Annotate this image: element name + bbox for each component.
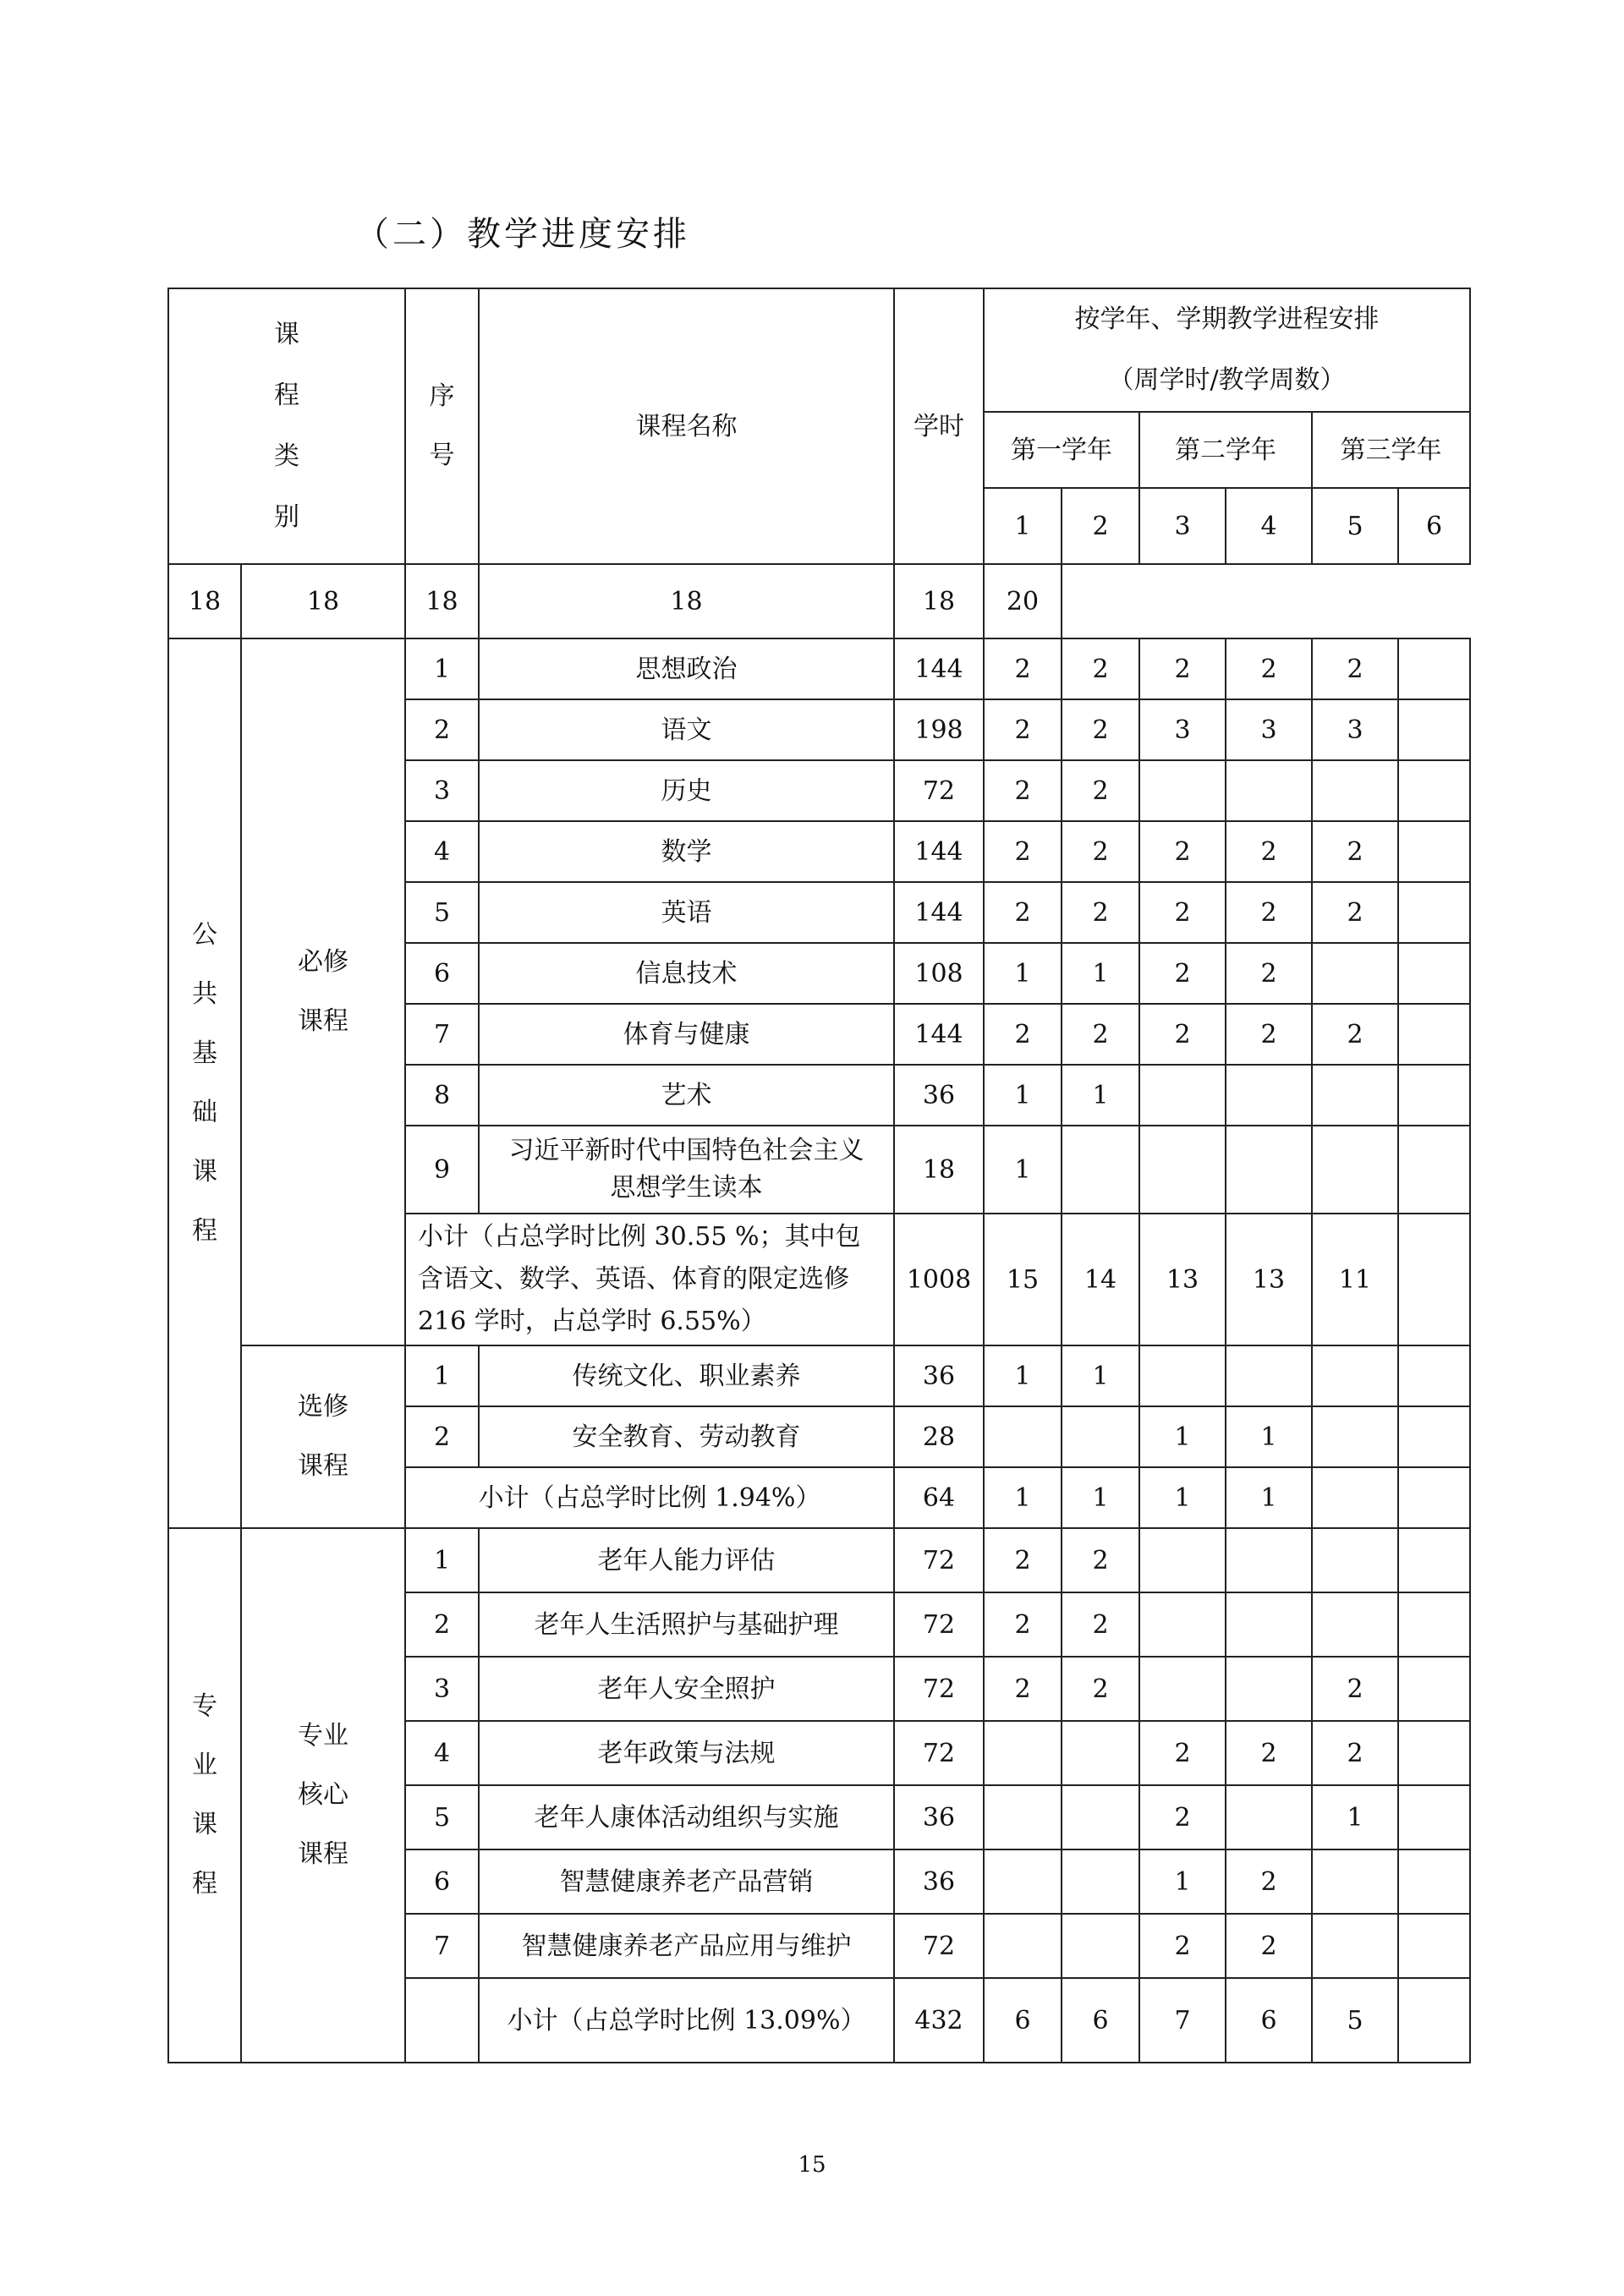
course-name-cell: 信息技术 [479,943,894,1004]
hours-cell: 72 [894,1592,984,1657]
semester-hours-cell: 1 [984,1126,1062,1214]
hours-cell: 72 [894,1914,984,1978]
semester-hours-cell: 2 [984,1004,1062,1065]
hours-header: 学时 [894,288,984,564]
semester-hours-cell: 1 [1062,1345,1139,1406]
weeks-header: 20 [984,564,1062,638]
hours-cell: 18 [894,1126,984,1214]
semester-hours-cell [984,1914,1062,1978]
subtotal-semester-cell [1398,1214,1470,1345]
subtotal-semester-cell: 11 [1312,1214,1398,1345]
course-name-cell: 语文 [479,699,894,760]
semester-hours-cell: 2 [1312,1004,1398,1065]
course-name-cell: 智慧健康养老产品应用与维护 [479,1914,894,1978]
semester-hours-cell: 2 [1312,638,1398,699]
semester-hours-cell: 2 [984,1592,1062,1657]
semester-hours-cell [984,1785,1062,1849]
semester-hours-cell: 2 [1139,638,1226,699]
semester-hours-cell [984,1849,1062,1914]
hours-cell: 108 [894,943,984,1004]
subtotal-semester-cell: 5 [1312,1978,1398,2063]
subtotal-semester-cell [1312,1467,1398,1528]
semester-hours-cell [1062,1406,1139,1467]
schedule-header-line1: 按学年、学期教学进程安排 [1074,304,1380,334]
seq-cell: 6 [405,1849,479,1914]
seq-header-text: 序 号 [429,381,455,470]
seq-cell: 3 [405,1657,479,1721]
course-name-cell: 老年人康体活动组织与实施 [479,1785,894,1849]
seq-cell: 6 [405,943,479,1004]
semester-hours-cell: 2 [1312,1721,1398,1785]
semester-hours-cell [1139,1126,1226,1214]
page-title: （二）教学进度安排 [355,215,690,254]
subcategory-cell [241,638,405,1345]
schedule-header [984,288,1470,412]
hours-cell: 72 [894,1657,984,1721]
semester-header: 5 [1312,488,1398,564]
semester-hours-cell [1226,1126,1312,1214]
semester-hours-cell: 2 [1139,882,1226,943]
semester-hours-cell [1312,1065,1398,1126]
seq-cell: 7 [405,1004,479,1065]
semester-hours-cell: 1 [984,1065,1062,1126]
category-cell-text: 公 共 基 础 课 程 [192,920,217,1246]
semester-hours-cell: 2 [1226,638,1312,699]
semester-hours-cell: 2 [1139,1721,1226,1785]
semester-hours-cell: 1 [984,1345,1062,1406]
semester-hours-cell [1062,1785,1139,1849]
semester-hours-cell: 2 [984,1528,1062,1592]
hours-cell: 198 [894,699,984,760]
subtotal-semester-cell [1398,1978,1470,2063]
course-name-cell: 老年人生活照护与基础护理 [479,1592,894,1657]
seq-cell: 4 [405,821,479,882]
category-header-text: 课 程 类 别 [274,320,299,532]
semester-hours-cell [1398,1721,1470,1785]
hours-cell: 144 [894,1004,984,1065]
seq-cell: 3 [405,760,479,821]
course-name-cell: 思想政治 [479,638,894,699]
hours-cell: 144 [894,882,984,943]
semester-header: 6 [1398,488,1470,564]
schedule-header-line2: （周学时/教学周数） [1108,365,1346,395]
subtotal-semester-cell: 6 [984,1978,1062,2063]
subtotal-semester-cell: 1 [1062,1467,1139,1528]
semester-hours-cell: 2 [1062,1528,1139,1592]
table-row [168,1528,1470,1592]
semester-hours-cell [1226,760,1312,821]
seq-cell: 7 [405,1914,479,1978]
semester-hours-cell [1062,1914,1139,1978]
semester-hours-cell: 3 [1312,699,1398,760]
semester-hours-cell: 1 [1139,1849,1226,1914]
seq-cell: 5 [405,1785,479,1849]
semester-hours-cell: 1 [1062,1065,1139,1126]
school-year-header: 第三学年 [1312,412,1470,488]
course-name-cell: 老年人安全照护 [479,1657,894,1721]
course-name-cell: 习近平新时代中国特色社会主义思想学生读本 [479,1126,894,1214]
semester-header: 1 [984,488,1062,564]
semester-hours-cell [1139,760,1226,821]
semester-hours-cell [1398,1004,1470,1065]
subcategory-cell-text: 选修 课程 [298,1392,348,1481]
subcategory-cell [241,1528,405,2063]
school-year-header: 第二学年 [1139,412,1312,488]
subtotal-label: 小计（占总学时比例 13.09%） [479,1978,894,2063]
subtotal-semester-cell: 1 [984,1467,1062,1528]
table-row [168,288,1470,350]
subtotal-label: 小计（占总学时比例 30.55 %；其中包含语文、数学、英语、体育的限定选修 216 学时，占总学时 6.55%） [405,1214,894,1345]
semester-hours-cell [1312,1406,1398,1467]
semester-hours-cell [1398,699,1470,760]
seq-cell: 8 [405,1065,479,1126]
semester-hours-cell [1062,1126,1139,1214]
semester-hours-cell: 2 [1312,1657,1398,1721]
semester-hours-cell: 2 [1062,1004,1139,1065]
semester-hours-cell [1226,1345,1312,1406]
semester-hours-cell [1062,1849,1139,1914]
course-name-cell: 英语 [479,882,894,943]
category-cell [168,638,241,1528]
subtotal-semester-cell: 15 [984,1214,1062,1345]
subtotal-semester-cell: 7 [1139,1978,1226,2063]
hours-cell: 72 [894,1721,984,1785]
schedule-table [167,288,1471,2063]
semester-hours-cell [1139,1657,1226,1721]
semester-hours-cell [1226,1528,1312,1592]
semester-hours-cell: 2 [1139,1004,1226,1065]
semester-hours-cell: 2 [1062,1657,1139,1721]
semester-hours-cell: 2 [1226,821,1312,882]
semester-hours-cell [1398,1126,1470,1214]
seq-cell: 1 [405,1345,479,1406]
subtotal-label: 小计（占总学时比例 1.94%） [405,1467,894,1528]
school-year-header: 第一学年 [984,412,1139,488]
seq-header [405,288,479,564]
semester-hours-cell: 2 [984,882,1062,943]
seq-cell: 2 [405,1592,479,1657]
semester-hours-cell [1398,1914,1470,1978]
hours-cell: 144 [894,821,984,882]
hours-cell: 72 [894,1528,984,1592]
subcategory-cell [241,1345,405,1528]
subtotal-semester-cell: 6 [1226,1978,1312,2063]
seq-cell: 4 [405,1721,479,1785]
course-name-cell: 智慧健康养老产品营销 [479,1849,894,1914]
seq-cell [405,1978,479,2063]
semester-hours-cell: 2 [1226,1914,1312,1978]
semester-hours-cell [1398,943,1470,1004]
category-cell [168,1528,241,2063]
subcategory-cell-text: 专业 核心 课程 [298,1721,348,1869]
seq-cell: 2 [405,699,479,760]
semester-hours-cell: 3 [1139,699,1226,760]
course-name-cell: 传统文化、职业素养 [479,1345,894,1406]
semester-hours-cell [1398,1065,1470,1126]
semester-hours-cell: 2 [1139,1914,1226,1978]
semester-hours-cell: 2 [1062,638,1139,699]
hours-cell: 72 [894,760,984,821]
subtotal-semester-cell: 1 [1226,1467,1312,1528]
semester-hours-cell [1398,760,1470,821]
semester-hours-cell [1139,1592,1226,1657]
semester-hours-cell: 2 [1139,943,1226,1004]
hours-cell: 36 [894,1849,984,1914]
subcategory-cell-text: 必修 课程 [298,947,348,1036]
semester-header: 2 [1062,488,1139,564]
course-name-cell: 安全教育、劳动教育 [479,1406,894,1467]
semester-hours-cell: 2 [984,760,1062,821]
semester-hours-cell: 2 [1062,821,1139,882]
semester-hours-cell [1398,1528,1470,1592]
semester-hours-cell: 2 [1062,760,1139,821]
semester-hours-cell [1398,638,1470,699]
semester-hours-cell: 2 [1226,1004,1312,1065]
hours-cell: 36 [894,1785,984,1849]
seq-cell: 2 [405,1406,479,1467]
weeks-header: 18 [241,564,405,638]
course-name-cell: 老年政策与法规 [479,1721,894,1785]
semester-hours-cell: 2 [1226,1849,1312,1914]
subtotal-hours: 1008 [894,1214,984,1345]
subtotal-semester-cell [1398,1467,1470,1528]
semester-hours-cell: 2 [1062,882,1139,943]
semester-hours-cell [1312,1849,1398,1914]
semester-hours-cell [1312,1345,1398,1406]
course-name-cell: 老年人能力评估 [479,1528,894,1592]
subtotal-semester-cell: 13 [1226,1214,1312,1345]
hours-cell: 144 [894,638,984,699]
semester-hours-cell [1062,1721,1139,1785]
weeks-header: 18 [168,564,241,638]
semester-hours-cell [1398,1785,1470,1849]
semester-hours-cell: 2 [1312,821,1398,882]
semester-hours-cell [1312,760,1398,821]
subtotal-hours: 64 [894,1467,984,1528]
subtotal-semester-cell: 13 [1139,1214,1226,1345]
semester-hours-cell [1139,1065,1226,1126]
semester-hours-cell [1398,882,1470,943]
table-row [168,638,1470,699]
semester-hours-cell [1398,1345,1470,1406]
semester-hours-cell [1312,1126,1398,1214]
semester-hours-cell: 1 [1139,1406,1226,1467]
semester-hours-cell [984,1406,1062,1467]
semester-hours-cell [1226,1657,1312,1721]
semester-header: 3 [1139,488,1226,564]
category-cell-text: 专 业 课 程 [192,1691,217,1899]
semester-hours-cell: 2 [1139,1785,1226,1849]
semester-header: 4 [1226,488,1312,564]
semester-hours-cell: 2 [1226,1721,1312,1785]
semester-hours-cell [1139,1528,1226,1592]
seq-cell: 5 [405,882,479,943]
semester-hours-cell [1226,1065,1312,1126]
semester-hours-cell: 1 [1062,943,1139,1004]
semester-hours-cell [1226,1785,1312,1849]
semester-hours-cell [1398,1657,1470,1721]
semester-hours-cell: 2 [1139,821,1226,882]
semester-hours-cell [1312,943,1398,1004]
weeks-header: 18 [405,564,479,638]
semester-hours-cell [984,1721,1062,1785]
course-name-cell: 历史 [479,760,894,821]
semester-hours-cell: 2 [984,699,1062,760]
semester-hours-cell: 2 [984,821,1062,882]
semester-hours-cell [1139,1345,1226,1406]
course-name-cell: 体育与健康 [479,1004,894,1065]
semester-hours-cell [1226,1592,1312,1657]
weeks-header: 18 [894,564,984,638]
semester-hours-cell: 3 [1226,699,1312,760]
semester-hours-cell [1398,1849,1470,1914]
semester-hours-cell [1312,1528,1398,1592]
page-number: 15 [798,2152,826,2178]
hours-cell: 36 [894,1345,984,1406]
semester-hours-cell: 1 [984,943,1062,1004]
semester-hours-cell: 2 [1062,699,1139,760]
semester-hours-cell: 2 [1062,1592,1139,1657]
semester-hours-cell: 2 [984,1657,1062,1721]
subtotal-semester-cell: 1 [1139,1467,1226,1528]
semester-hours-cell [1398,821,1470,882]
semester-hours-cell: 2 [1226,882,1312,943]
seq-cell: 1 [405,1528,479,1592]
table-row [168,1345,1470,1406]
seq-cell: 9 [405,1126,479,1214]
course-name-cell: 艺术 [479,1065,894,1126]
semester-hours-cell: 2 [1312,882,1398,943]
hours-cell: 28 [894,1406,984,1467]
course-name-cell: 数学 [479,821,894,882]
semester-hours-cell [1398,1592,1470,1657]
semester-hours-cell: 1 [1226,1406,1312,1467]
subtotal-semester-cell: 14 [1062,1214,1139,1345]
semester-hours-cell: 1 [1312,1785,1398,1849]
subtotal-hours: 432 [894,1978,984,2063]
semester-hours-cell [1398,1406,1470,1467]
semester-hours-cell: 2 [1226,943,1312,1004]
hours-cell: 36 [894,1065,984,1126]
table-row [168,564,1470,638]
seq-cell: 1 [405,638,479,699]
weeks-header: 18 [479,564,894,638]
category-header [168,288,405,564]
course-name-header: 课程名称 [479,288,894,564]
subtotal-semester-cell: 6 [1062,1978,1139,2063]
semester-hours-cell [1312,1914,1398,1978]
semester-hours-cell [1312,1592,1398,1657]
semester-hours-cell: 2 [984,638,1062,699]
